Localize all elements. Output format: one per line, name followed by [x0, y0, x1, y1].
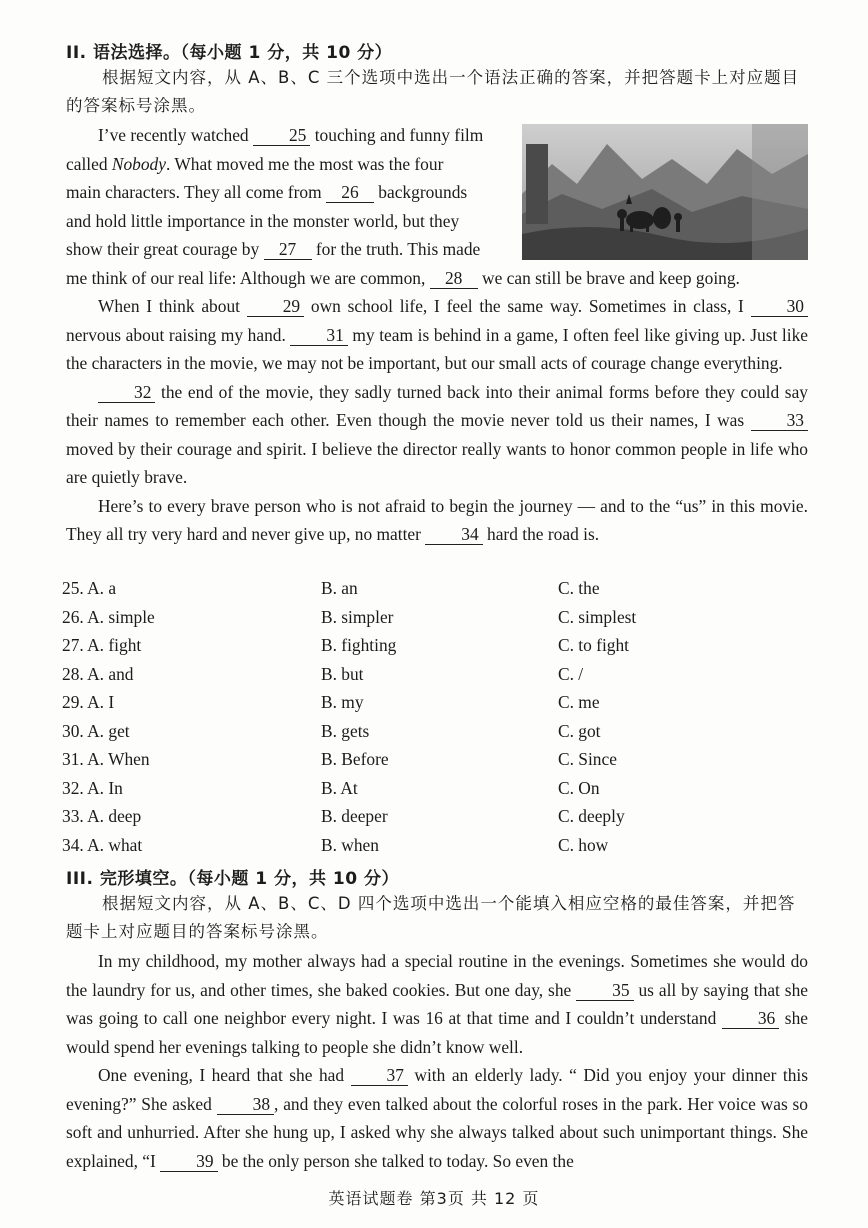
blank-26: 26	[326, 182, 374, 203]
option-b: B. deeper	[321, 806, 388, 826]
option-a: 33. A. deep	[62, 806, 142, 826]
option-row-30	[60, 721, 820, 750]
option-a: 32. A. In	[62, 777, 123, 798]
option-c: C. how	[558, 834, 609, 855]
blank-34: 34	[425, 524, 482, 545]
option-row-26	[60, 607, 820, 636]
option-b: B. gets	[321, 720, 370, 741]
blank-33: 33	[751, 410, 808, 431]
blank-32: 32	[98, 382, 155, 403]
option-row-27	[60, 635, 820, 664]
cloze-passage: In my childhood, my mother always had a special routine in the evenings. Sometimes she would do the laundry for us, and other times, she baked cookies. But one day, she 35 us all by saying that she was going to call one neighbor every night. I was 16 at that time and I couldn’t understand 36 she would spend her evenings talking to people she didn’t know well. One evening, I heard that she had 37 with an elderly lady. “ Did you enjoy your dinner this evening?” She asked 38 , and they even talked about the colorful roses in the park. Her voice was so soft and unhurried. After she hung up, I asked why she always talked about such unimportant things. She explained, “I 39 be the only person she talked to today. So even the	[66, 951, 808, 1171]
section-3-instruction: 根据短文内容，从 A、B、C、D 四个选项中选出一个能填入相应空格的最佳答案，并把答题卡上对应题目的答案标号涂黑。	[66, 894, 796, 941]
blank-28: 28	[430, 268, 478, 289]
option-b: B. my	[321, 692, 364, 712]
option-b: B. Before	[321, 749, 389, 769]
option-c: C. got	[558, 720, 601, 741]
option-row-29	[60, 692, 820, 721]
option-a: 26. A. simple	[62, 606, 155, 627]
section-2-title: II. 语法选择。（每小题 1 分，共 10 分）	[66, 43, 393, 63]
option-b: B. but	[321, 663, 364, 684]
option-b: B. when	[321, 834, 379, 855]
blank-31: 31	[290, 325, 347, 346]
option-a: 30. A. get	[62, 720, 130, 741]
option-row-32	[60, 778, 820, 807]
option-a: 25. A. a	[62, 578, 117, 598]
option-b: B. simpler	[321, 606, 394, 627]
blank-35: 35	[576, 980, 633, 1001]
option-c: C. simplest	[558, 606, 637, 627]
blank-39: 39	[160, 1151, 217, 1172]
option-a: 28. A. and	[62, 663, 134, 684]
option-c: C. the	[558, 578, 600, 598]
option-c: C. On	[558, 777, 600, 798]
grammar-passage: I’ve recently watched 25 touching and funny film called Nobody. What moved me the most was the four main characters. They all come from 26 backgrounds and hold little importance in the monster world, but they show their great courage by 27 for the truth. This made me think of our real life: Although we are common, 28 we can still be brave and keep going. When I think about 29 own school life, I feel the same way. Sometimes in class, I 30 nervous about raising my hand. 31 my team is behind in a game, I often feel like giving up. Just like the characters in the movie, we may not be important, but our small acts of courage change everything. 32 the end of the movie, they sadly turned back into their animal forms before they could say their names to remember each other. Even though the movie never told us their names, I was 33 moved by their courage and spirit. I believe the director really wants to honor common people in life who are quietly brave. Here’s to every brave person who is not afraid to begin the journey — and to the “us” in this movie. They all try very hard and never give up, no matter 34 hard the road is.	[66, 125, 808, 544]
blank-29: 29	[247, 296, 304, 317]
option-b: B. At	[321, 777, 358, 798]
blank-27: 27	[264, 239, 312, 260]
option-b: B. fighting	[321, 635, 397, 655]
option-a: 27. A. fight	[62, 635, 142, 655]
option-a: 34. A. what	[62, 834, 143, 855]
option-row-33	[60, 806, 820, 835]
option-row-25	[60, 578, 820, 607]
section-2-instruction: 根据短文内容，从 A、B、C 三个选项中选出一个语法正确的答案，并把答题卡上对应题目的答案标号涂黑。	[66, 68, 800, 115]
blank-36: 36	[722, 1008, 779, 1029]
option-a: 29. A. I	[62, 692, 115, 712]
section-3-title: III. 完形填空。（每小题 1 分，共 10 分）	[66, 869, 400, 889]
option-b: B. an	[321, 578, 358, 598]
blank-38: 38	[217, 1094, 274, 1115]
option-c: C. Since	[558, 749, 617, 769]
grammar-options	[60, 578, 820, 863]
option-a: 31. A. When	[62, 749, 150, 769]
option-row-28	[60, 664, 820, 693]
option-c: C. deeply	[558, 806, 625, 826]
option-row-34	[60, 835, 820, 864]
blank-25: 25	[253, 125, 310, 146]
option-c: C. /	[558, 663, 584, 684]
option-row-31	[60, 749, 820, 778]
page-footer: 英语试题卷 第3页 共 12 页	[328, 1189, 540, 1208]
option-c: C. to fight	[558, 635, 630, 655]
blank-37: 37	[351, 1065, 408, 1086]
blank-30: 30	[751, 296, 808, 317]
option-c: C. me	[558, 692, 600, 712]
